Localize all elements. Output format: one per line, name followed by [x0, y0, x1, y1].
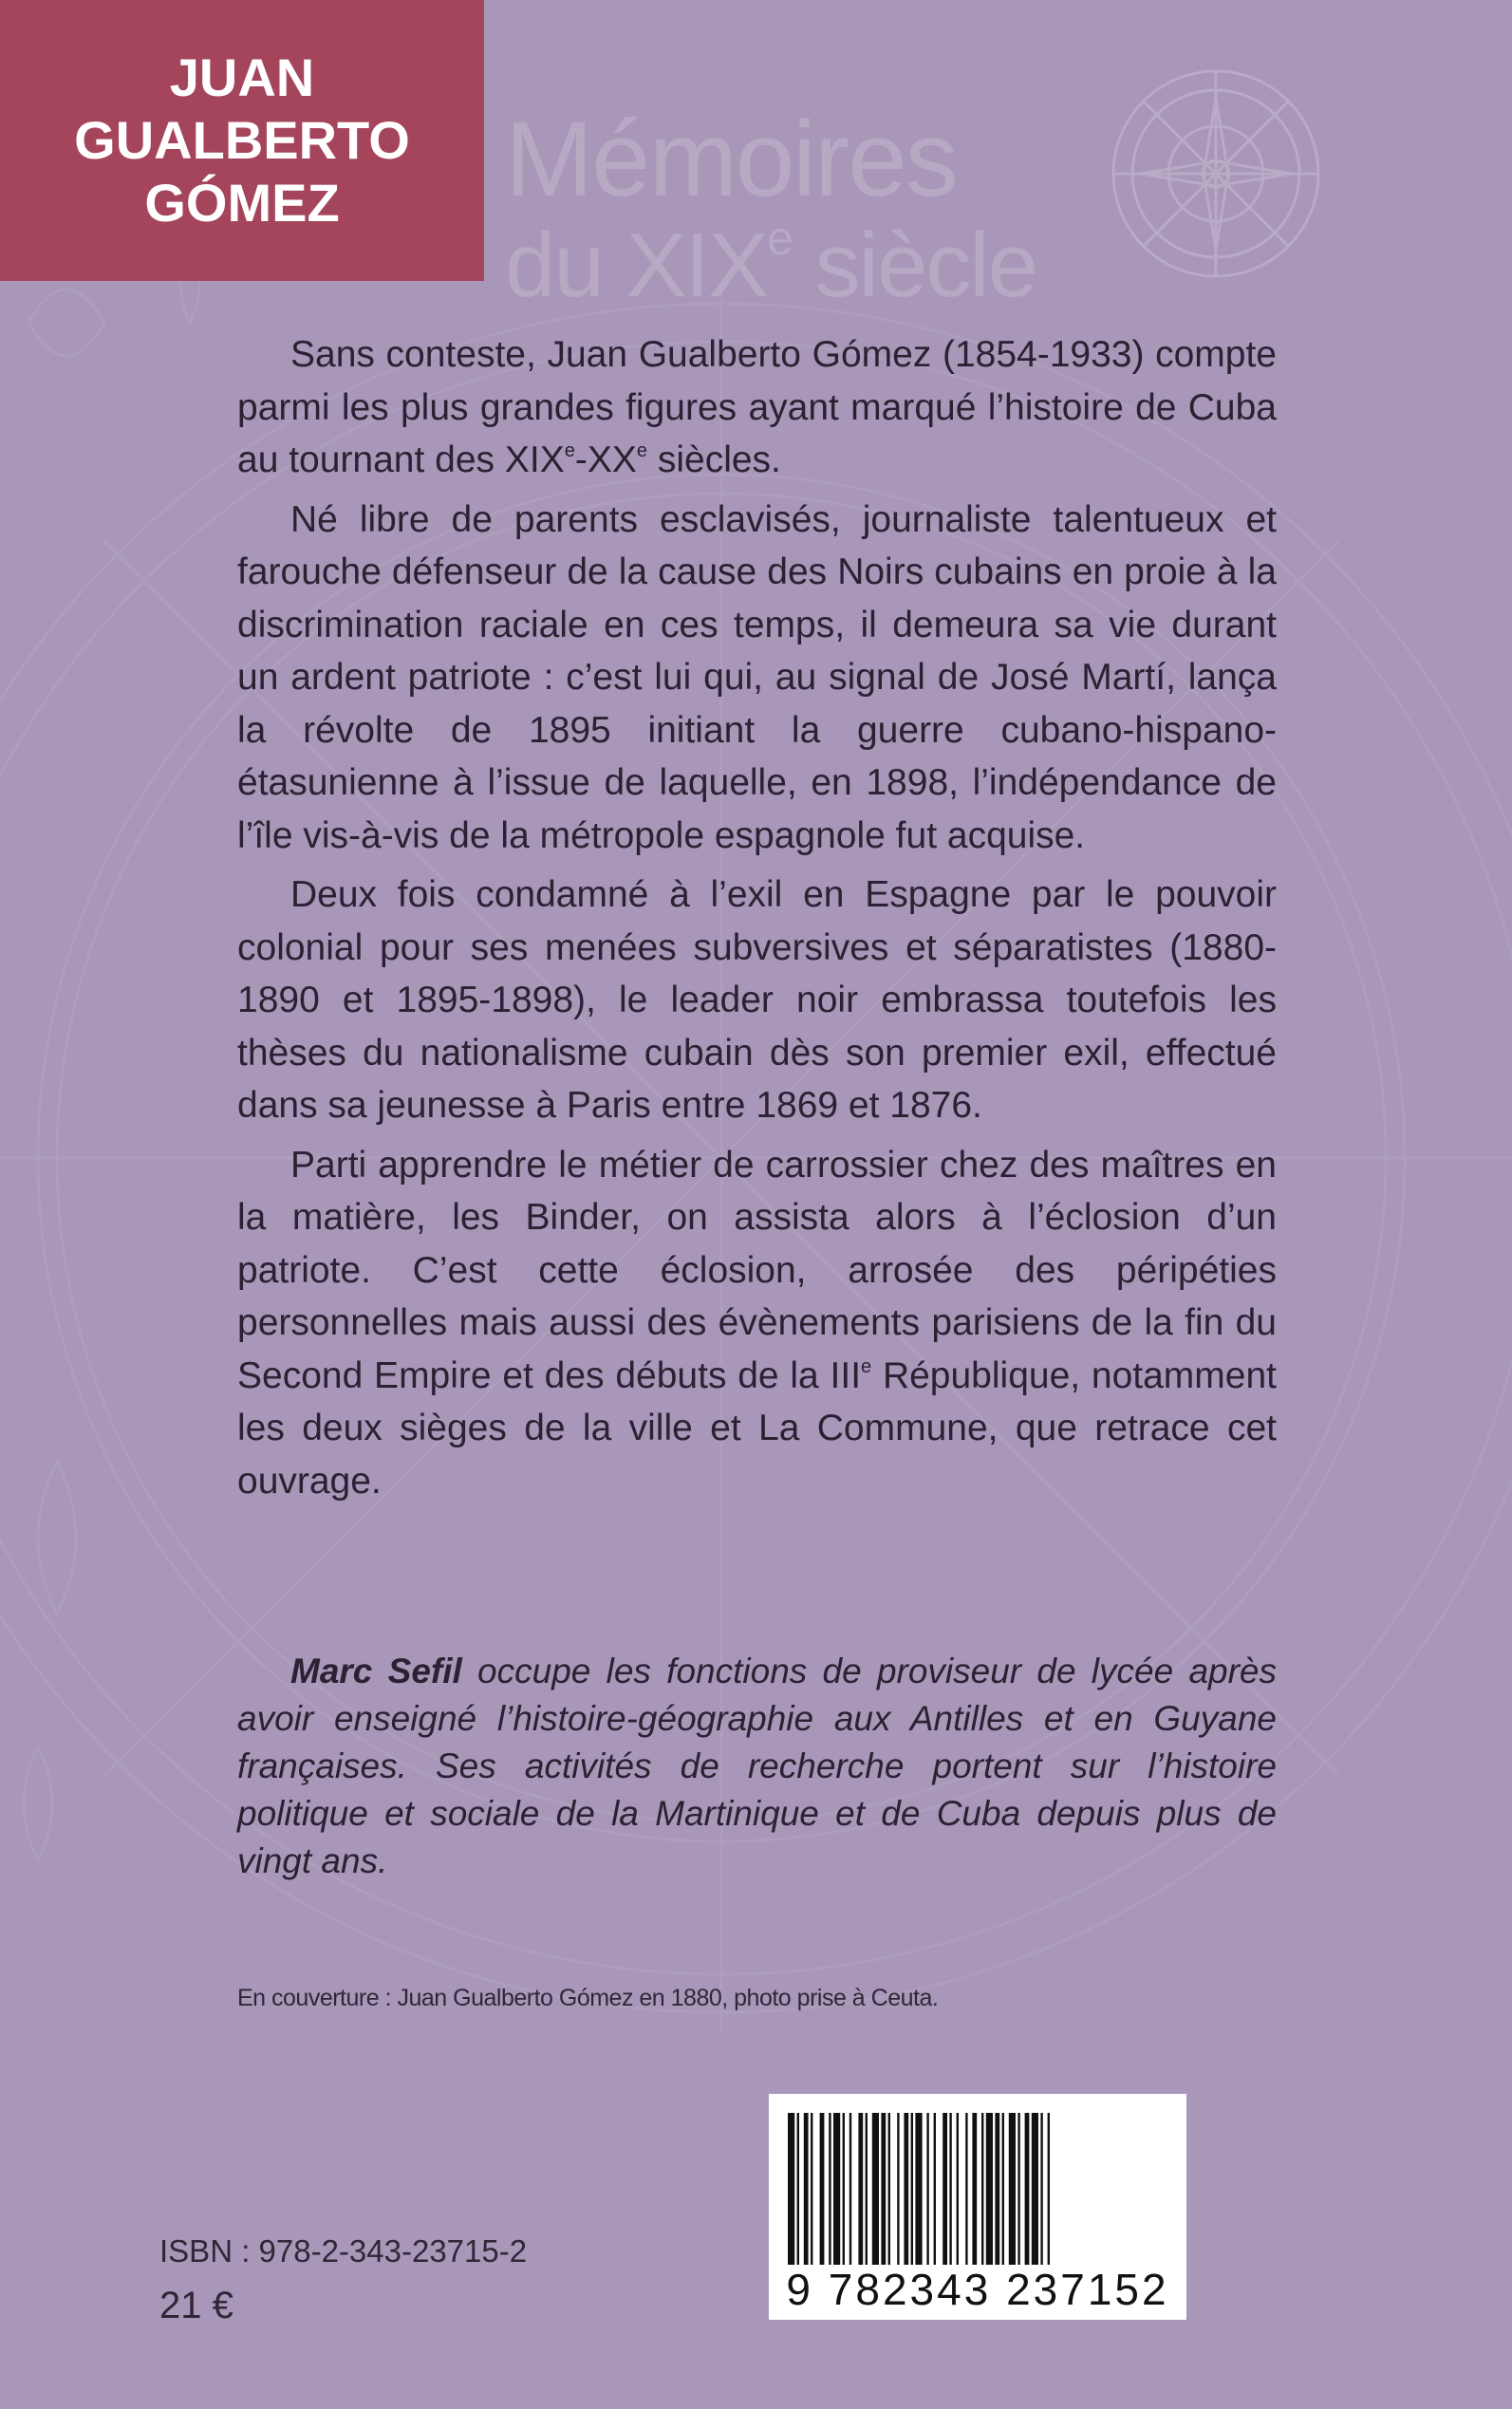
series-title	[505, 100, 1037, 316]
barcode-bar	[981, 2113, 983, 2265]
barcode-bar	[986, 2113, 993, 2265]
barcode-bars	[784, 2113, 1171, 2265]
summary-text	[237, 328, 1277, 1514]
barcode-bar	[904, 2113, 908, 2265]
barcode-bar	[843, 2113, 845, 2265]
barcode-bar	[926, 2113, 928, 2265]
cover-photo-credit: En couverture : Juan Gualberto Gómez en 1880, photo prise à Ceuta.	[237, 1985, 939, 2011]
barcode-bar	[1017, 2113, 1019, 2265]
barcode-bar	[811, 2113, 812, 2265]
barcode-bar	[849, 2113, 851, 2265]
barcode-bar	[934, 2113, 936, 2265]
author-name-line-3: GÓMEZ	[144, 173, 340, 233]
barcode-bar	[829, 2113, 831, 2265]
summary-paragraph-4	[237, 1139, 1277, 1508]
barcode-bar	[820, 2113, 825, 2265]
barcode-bar	[965, 2113, 967, 2265]
barcode	[769, 2094, 1186, 2320]
barcode-digits: 9 782343 237152	[786, 2265, 1169, 2314]
barcode-bar	[804, 2113, 809, 2265]
p4-part-a: Parti apprendre le métier de carrossier chez des maîtres en la matière, les Binder, on assista alors à l’éclosion d’un patriote. C’est cette éclosion, arrosée des péripéties personnelles mais aussi des évènements parisiens de la fin du Second Empire et des débuts de la III	[237, 1144, 1277, 1396]
barcode-bar	[866, 2113, 868, 2265]
summary-paragraph-1	[237, 328, 1277, 487]
isbn-number: ISBN : 978-2-343-23715-2	[159, 2233, 528, 2269]
summary-paragraph-2: Né libre de parents esclavisés, journaliste talentueux et farouche défenseur de la cause des Noirs cubains en proie à la discrimination raciale en ces temps, il demeura sa vie durant un ardent patriote : c’est lui qui, au signal de José Martí, lança la révolte de 1895 initiant la guerre cubano-hispano-étasunienne à l’issue de laquelle, en 1898, l’indépendance de l’île vis-à-vis de la métropole espagnole fut acquise.	[237, 498, 1277, 856]
price: 21 €	[159, 2285, 233, 2326]
barcode-bar	[1048, 2113, 1050, 2265]
series-title-line-2	[505, 212, 1037, 316]
bio-text: occupe les fonctions de proviseur de lycée après avoir enseigné l’histoire-géographie aux Antilles et en Guyane françaises. Ses activités de recherche portent sur l’histoire politique et sociale de la Martinique et de Cuba depuis plus de vingt ans.	[237, 1652, 1277, 1880]
barcode-bar	[797, 2113, 799, 2265]
barcode-bar	[972, 2113, 977, 2265]
barcode-bar	[833, 2113, 840, 2265]
barcode-bar	[943, 2113, 947, 2265]
barcode-bar	[957, 2113, 959, 2265]
series-title-line-1: Mémoires	[505, 100, 957, 218]
author-name-line-2: GUALBERTO	[74, 110, 410, 170]
barcode-bar	[888, 2113, 890, 2265]
barcode-bar	[915, 2113, 922, 2265]
p1-sup-2: e	[636, 440, 648, 461]
barcode-bar	[949, 2113, 951, 2265]
p4-part-b: République, notamment les deux sièges de la ville et La Commune, que retrace cet ouvrage.	[237, 1354, 1277, 1502]
author-bio	[237, 1648, 1277, 1885]
p1-part-a: Sans conteste, Juan Gualberto Gómez (1854-1933) compte parmi les plus grandes figures ayant marqué l’histoire de Cuba au tournant des XIX	[237, 334, 1277, 480]
p1-sup-1: e	[564, 440, 575, 461]
barcode-bar	[1025, 2113, 1030, 2265]
barcode-bar	[881, 2113, 886, 2265]
author-name-box	[0, 0, 484, 281]
barcode-bar	[1002, 2113, 1004, 2265]
series-line2-sup: e	[767, 212, 792, 265]
barcode-bar	[788, 2113, 794, 2265]
bio-author-name: Marc Sefil	[290, 1652, 462, 1690]
author-name-line-1: JUAN	[169, 47, 315, 107]
barcode-bar	[1009, 2113, 1016, 2265]
clock-dial-icon	[1107, 65, 1325, 283]
series-line2-post: siècle	[792, 215, 1037, 316]
barcode-bar	[858, 2113, 863, 2265]
barcode-bar	[872, 2113, 879, 2265]
p1-part-c: siècles.	[647, 439, 781, 480]
barcode-bar	[911, 2113, 913, 2265]
barcode-bar	[1040, 2113, 1042, 2265]
summary-paragraph-3: Deux fois condamné à l’exil en Espagne par le pouvoir colonial pour ses menées subversives et séparatistes (1880-1890 et 1895-1898), le leader noir embrassa toutefois les thèses du nationalisme cubain dès son premier exil, effectué dans sa jeunesse à Paris entre 1869 et 1876.	[237, 874, 1277, 1126]
barcode-bar	[1032, 2113, 1038, 2265]
barcode-bar	[995, 2113, 999, 2265]
p1-part-b: -XX	[574, 439, 637, 480]
p4-sup: e	[861, 1355, 872, 1377]
barcode-bar	[897, 2113, 899, 2265]
series-line2-pre: du XIX	[505, 215, 768, 316]
